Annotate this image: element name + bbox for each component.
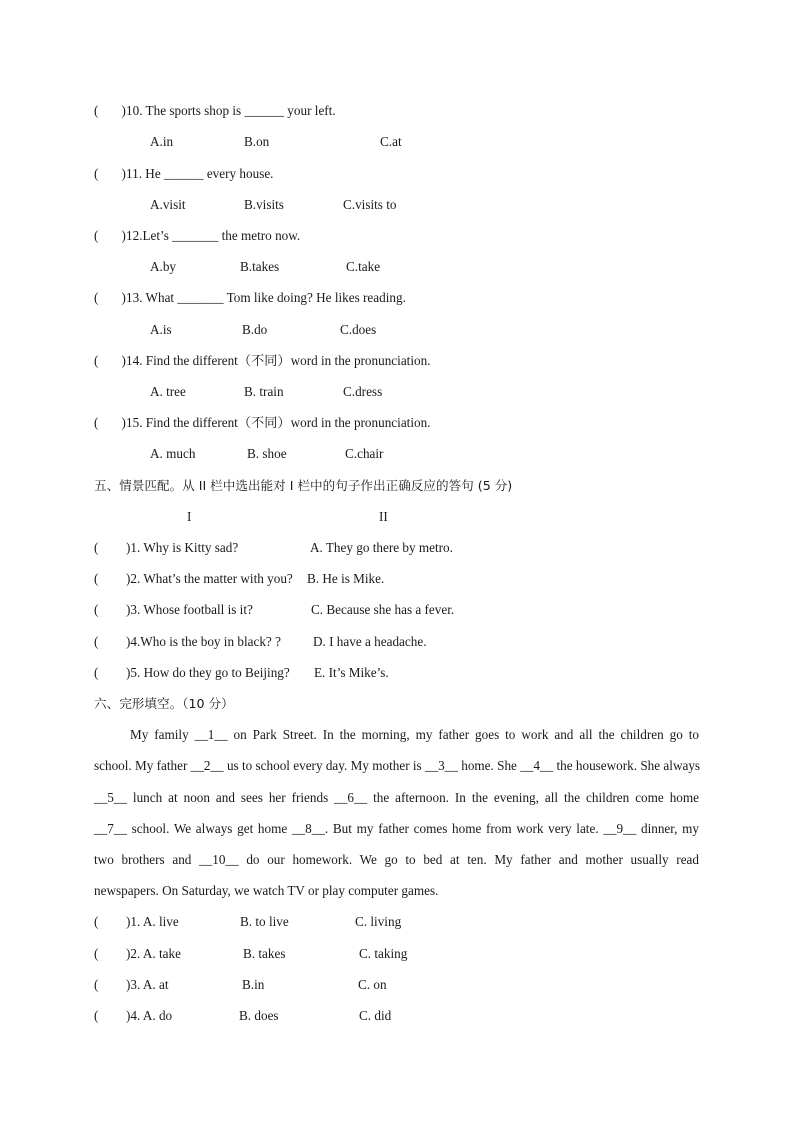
answer-paren[interactable]: (	[94, 634, 122, 649]
passage-line-5: two brothers and __10__ do our homework. We go to bed at ten. My father and mother usually read	[94, 852, 699, 867]
option-a: A.is	[150, 322, 172, 337]
option-b: B.visits	[244, 197, 284, 212]
option-a: A.by	[150, 259, 177, 274]
answer-paren[interactable]: (	[94, 602, 122, 617]
answer-paren[interactable]: (	[94, 540, 122, 555]
answer-paren[interactable]: (	[94, 914, 122, 929]
option-b: B.do	[242, 322, 268, 337]
question-stem: 11. He ______ every house.	[126, 166, 274, 181]
option-c: C.chair	[345, 446, 384, 461]
cloze-option-b: B. does	[239, 1008, 279, 1023]
answer-paren[interactable]: (	[94, 571, 122, 586]
match-item-4	[94, 634, 281, 650]
section-6-heading: 六、完形填空。（10 分）	[94, 696, 234, 711]
column-ii-label: II	[379, 509, 388, 524]
cloze-option-c: C. taking	[359, 946, 408, 961]
question-14	[94, 353, 430, 369]
option-a: A. much	[150, 446, 196, 461]
option-c: C.take	[346, 259, 381, 274]
option-a: A.in	[150, 134, 174, 149]
section-5-heading: 五、情景匹配。从 II 栏中选出能对 I 栏中的句子作出正确反应的答句 (5 分)	[94, 478, 513, 493]
passage-line-4: __7__ school. We always get home __8__. But my father comes home from work very late. __9__ dinner, my	[94, 821, 699, 836]
cloze-option-b: B. to live	[240, 914, 289, 929]
question-13	[94, 290, 406, 306]
match-right: D. I have a headache.	[313, 634, 427, 649]
question-stem: 13. What _______ Tom like doing? He likes reading.	[126, 290, 406, 305]
cloze-option-a: )1. A. live	[126, 914, 179, 929]
question-15	[94, 415, 430, 431]
match-left: )5. How do they go to Beijing?	[126, 665, 290, 680]
match-right: B. He is Mike.	[307, 571, 385, 586]
passage-line-1: My family __1__ on Park Street. In the morning, my father goes to work and all the children go to	[130, 727, 699, 742]
option-b: B.takes	[240, 259, 280, 274]
cloze-option-c: C. living	[355, 914, 402, 929]
answer-paren[interactable]: (	[94, 1008, 122, 1023]
question-12	[94, 228, 300, 244]
option-c: C.visits to	[343, 197, 397, 212]
passage-line-2: school. My father __2__ us to school every day. My mother is __3__ home. She __4__ the housework. She always	[94, 758, 701, 773]
column-i-label: I	[187, 509, 192, 524]
match-item-2	[94, 571, 293, 587]
cloze-question-3	[94, 977, 169, 993]
option-c: C.dress	[343, 384, 383, 399]
passage-line-6: newspapers. On Saturday, we watch TV or play computer games.	[94, 883, 439, 898]
answer-paren[interactable]: ( )	[94, 166, 126, 181]
match-left: )2. What’s the matter with you?	[126, 571, 293, 586]
cloze-option-c: C. on	[358, 977, 387, 992]
question-stem: 15. Find the different（不同）word in the pronunciation.	[126, 415, 431, 430]
match-left: )1. Why is Kitty sad?	[126, 540, 239, 555]
question-11	[94, 166, 273, 182]
cloze-option-c: C. did	[359, 1008, 392, 1023]
cloze-option-b: B.in	[242, 977, 265, 992]
cloze-option-a: )3. A. at	[126, 977, 169, 992]
answer-paren[interactable]: ( )	[94, 228, 126, 243]
match-right: E. It’s Mike’s.	[314, 665, 389, 680]
match-left: )4.Who is the boy in black? ?	[126, 634, 281, 649]
cloze-question-2	[94, 946, 181, 962]
option-c: C.does	[340, 322, 377, 337]
match-item-3	[94, 602, 253, 618]
answer-paren[interactable]: (	[94, 946, 122, 961]
question-stem: 10. The sports shop is ______ your left.	[126, 103, 336, 118]
option-c: C.at	[380, 134, 402, 149]
match-right: C. Because she has a fever.	[311, 602, 455, 617]
passage-line-3: __5__ lunch at noon and sees her friends __6__ the afternoon. In the evening, all the children come home	[94, 790, 699, 805]
option-b: B. shoe	[247, 446, 287, 461]
match-right: A. They go there by metro.	[310, 540, 453, 555]
answer-paren[interactable]: (	[94, 977, 122, 992]
option-a: A.visit	[150, 197, 186, 212]
cloze-question-4	[94, 1008, 172, 1024]
match-left: )3. Whose football is it?	[126, 602, 253, 617]
option-b: B.on	[244, 134, 270, 149]
match-item-5	[94, 665, 290, 681]
question-10	[94, 103, 336, 119]
option-a: A. tree	[150, 384, 186, 399]
cloze-option-a: )2. A. take	[126, 946, 181, 961]
cloze-option-a: )4. A. do	[126, 1008, 173, 1023]
answer-paren[interactable]: (	[94, 665, 122, 680]
cloze-question-1	[94, 914, 179, 930]
answer-paren[interactable]: ( )	[94, 353, 126, 368]
option-b: B. train	[244, 384, 284, 399]
cloze-option-b: B. takes	[243, 946, 286, 961]
match-item-1	[94, 540, 238, 556]
question-stem: 12.Let’s _______ the metro now.	[126, 228, 301, 243]
answer-paren[interactable]: ( )	[94, 290, 126, 305]
answer-paren[interactable]: ( )	[94, 415, 126, 430]
question-stem: 14. Find the different（不同）word in the pronunciation.	[126, 353, 431, 368]
answer-paren[interactable]: ( )	[94, 103, 126, 118]
